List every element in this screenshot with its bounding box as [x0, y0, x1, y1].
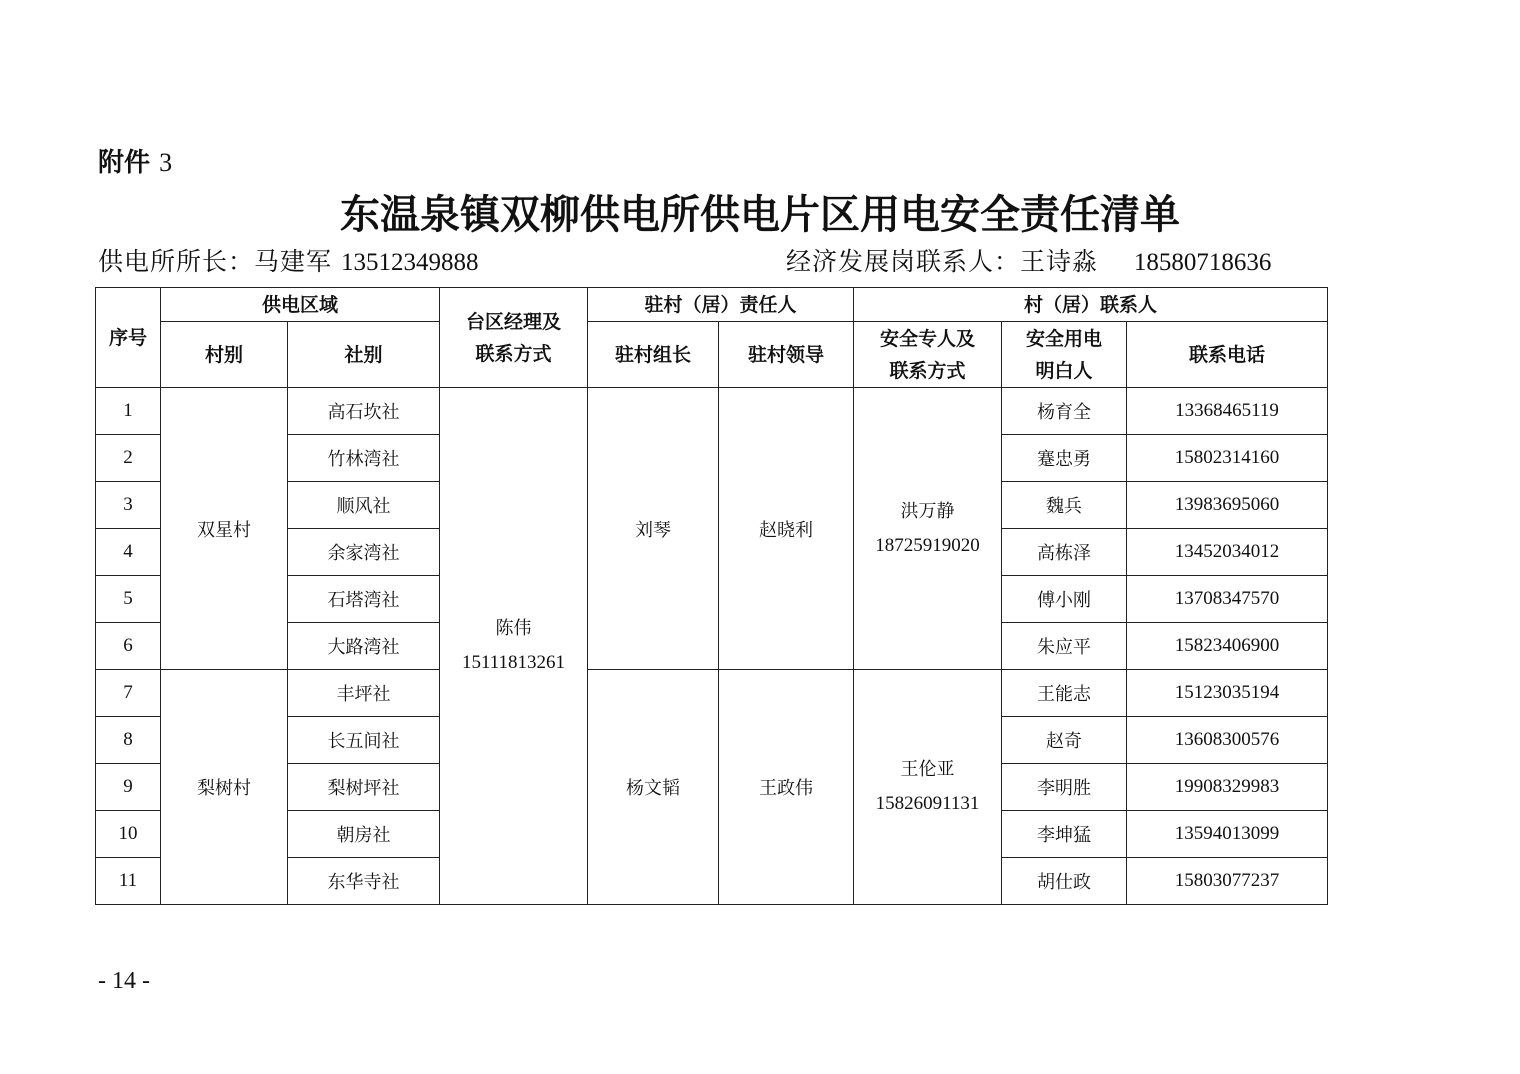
seq-cell: 6 [96, 623, 161, 670]
person-cell: 王能志 [1002, 670, 1127, 717]
community-cell: 丰坪社 [288, 670, 440, 717]
table-row [96, 670, 1328, 717]
document-title: 东温泉镇双柳供电所供电片区用电安全责任清单 [340, 191, 1180, 238]
page-number: - 14 - [98, 968, 150, 994]
safety-cell [854, 670, 1002, 905]
header-manager-line2: 联系方式 [475, 342, 552, 365]
director-name: 马建军 [254, 247, 333, 276]
phone-cell: 13594013099 [1127, 811, 1328, 858]
safety-name: 洪万静 [900, 500, 955, 522]
seq-cell: 3 [96, 482, 161, 529]
community-cell: 长五间社 [288, 717, 440, 764]
contact-line [786, 242, 1271, 278]
phone-cell: 15123035194 [1127, 670, 1328, 717]
resident-leader-cell: 王政伟 [719, 670, 854, 905]
header-clear-line1: 安全用电 [1026, 327, 1103, 350]
phone-cell: 15802314160 [1127, 435, 1328, 482]
community-cell: 大路湾社 [288, 623, 440, 670]
seq-cell: 8 [96, 717, 161, 764]
community-cell: 竹林湾社 [288, 435, 440, 482]
header-supply-area: 供电区域 [161, 288, 440, 322]
director-phone: 13512349888 [340, 249, 479, 276]
contact-name: 王诗淼 [1020, 247, 1099, 276]
village-cell: 双星村 [161, 388, 288, 670]
community-cell: 朝房社 [288, 811, 440, 858]
manager-cell [440, 388, 588, 905]
header-team-leader: 驻村组长 [588, 322, 719, 388]
header-manager-line1: 台区经理及 [466, 310, 562, 333]
header-seq: 序号 [96, 288, 161, 388]
seq-cell: 2 [96, 435, 161, 482]
phone-cell: 19908329983 [1127, 764, 1328, 811]
safety-phone: 18725919020 [875, 534, 980, 556]
community-cell: 余家湾社 [288, 529, 440, 576]
person-cell: 朱应平 [1002, 623, 1127, 670]
community-cell: 顺风社 [288, 482, 440, 529]
safety-phone: 15826091131 [875, 793, 980, 814]
safety-name: 王伦亚 [900, 759, 955, 780]
attachment-label [98, 142, 172, 179]
seq-cell: 4 [96, 529, 161, 576]
person-cell: 魏兵 [1002, 482, 1127, 529]
phone-cell: 13368465119 [1127, 388, 1328, 435]
community-cell: 高石坎社 [288, 388, 440, 435]
seq-cell: 7 [96, 670, 161, 717]
responsibility-table [95, 287, 1328, 905]
header-safety-line2: 联系方式 [889, 359, 966, 382]
seq-cell: 11 [96, 858, 161, 905]
header-phone: 联系电话 [1127, 322, 1328, 388]
header-community: 社别 [288, 322, 440, 388]
phone-cell: 13452034012 [1127, 529, 1328, 576]
phone-cell: 13608300576 [1127, 717, 1328, 764]
header-manager [440, 288, 588, 388]
team-leader-cell: 杨文韬 [588, 670, 719, 905]
director-line [98, 242, 478, 278]
seq-cell: 9 [96, 764, 161, 811]
resident-leader-cell: 赵晓利 [719, 388, 854, 670]
safety-cell [854, 388, 1002, 670]
community-cell: 梨树坪社 [288, 764, 440, 811]
header-village: 村别 [161, 322, 288, 388]
phone-cell: 13983695060 [1127, 482, 1328, 529]
manager-name: 陈伟 [495, 618, 532, 639]
village-cell: 梨树村 [161, 670, 288, 905]
table-row [96, 388, 1328, 435]
person-cell: 高栋泽 [1002, 529, 1127, 576]
header-resident-leader: 驻村领导 [719, 322, 854, 388]
header-clear [1002, 322, 1127, 388]
community-cell: 石塔湾社 [288, 576, 440, 623]
phone-cell: 15823406900 [1127, 623, 1328, 670]
seq-cell: 1 [96, 388, 161, 435]
person-cell: 蹇忠勇 [1002, 435, 1127, 482]
person-cell: 杨育全 [1002, 388, 1127, 435]
seq-cell: 5 [96, 576, 161, 623]
community-cell: 东华寺社 [288, 858, 440, 905]
header-village-contact: 村（居）联系人 [854, 288, 1328, 322]
header-resident: 驻村（居）责任人 [588, 288, 854, 322]
person-cell: 李坤猛 [1002, 811, 1127, 858]
header-safety-line1: 安全专人及 [880, 327, 976, 350]
person-cell: 李明胜 [1002, 764, 1127, 811]
phone-cell: 13708347570 [1127, 576, 1328, 623]
header-safety [854, 322, 1002, 388]
attachment-number: 3 [159, 148, 173, 177]
person-cell: 赵奇 [1002, 717, 1127, 764]
phone-cell: 15803077237 [1127, 858, 1328, 905]
person-cell: 胡仕政 [1002, 858, 1127, 905]
contact-phone: 18580718636 [1133, 249, 1272, 276]
header-clear-line2: 明白人 [1035, 359, 1093, 382]
person-cell: 傅小刚 [1002, 576, 1127, 623]
manager-phone: 15111813261 [461, 652, 566, 673]
director-label: 供电所所长： [98, 247, 255, 276]
seq-cell: 10 [96, 811, 161, 858]
attachment-label-text: 附件 [98, 148, 151, 178]
team-leader-cell: 刘琴 [588, 388, 719, 670]
contact-label: 经济发展岗联系人： [786, 247, 1021, 276]
